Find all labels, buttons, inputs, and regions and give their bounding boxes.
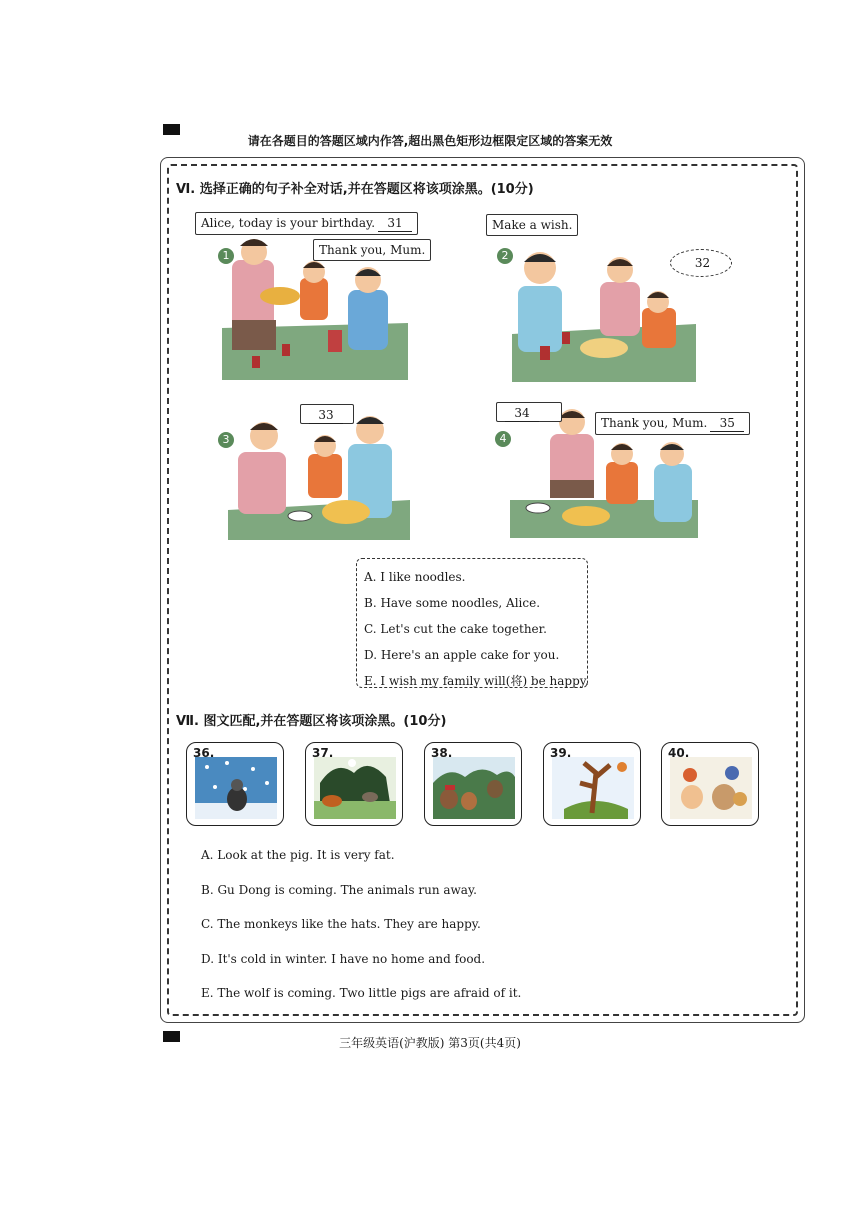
- blank-32: 32: [694, 256, 711, 270]
- answer-area-instruction: 请在各题目的答题区域内作答,超出黑色矩形边框限定区域的答案无效: [247, 134, 613, 148]
- scene-4-number: 4: [495, 431, 511, 447]
- picture-40-label: 40.: [668, 746, 690, 760]
- scene-2-bubble-dad: Make a wish.: [486, 214, 578, 236]
- sentence-a: A. Look at the pig. It is very fat.: [201, 848, 395, 862]
- scene-3-illustration: [228, 408, 410, 540]
- scene-2-number: 2: [497, 248, 513, 264]
- scene-1-bubble-alice: Thank you, Mum.: [313, 239, 431, 261]
- blank-35: 35: [710, 415, 744, 432]
- blank-34: 34: [505, 405, 539, 422]
- picture-39: [543, 742, 641, 826]
- scene-4-bubble-mum: [496, 402, 562, 422]
- scene-3-bubble: [300, 404, 354, 424]
- picture-38: [424, 742, 522, 826]
- picture-36-label: 36.: [193, 746, 215, 760]
- picture-36: [186, 742, 284, 826]
- option-d: D. Here's an apple cake for you.: [364, 648, 560, 662]
- sentence-c: C. The monkeys like the hats. They are happy.: [201, 917, 481, 931]
- page-footer: 三年级英语(沪教版) 第3页(共4页): [339, 1036, 521, 1050]
- picture-37: [305, 742, 403, 826]
- blank-33: 33: [309, 407, 343, 424]
- option-c: C. Let's cut the cake together.: [364, 622, 547, 636]
- scene-2-thought-cloud: [670, 249, 732, 277]
- sentence-e: E. The wolf is coming. Two little pigs are afraid of it.: [201, 986, 522, 1000]
- picture-39-label: 39.: [550, 746, 572, 760]
- scene-4-bubble-alice: Thank you, Mum. 35: [595, 412, 750, 435]
- matching-sentences: [201, 844, 521, 1017]
- sentence-b: B. Gu Dong is coming. The animals run away.: [201, 882, 477, 897]
- option-e: E. I wish my family will(将) be happy.: [364, 674, 589, 688]
- section-7-title: Ⅶ. 图文匹配,并在答题区将该项涂黑。(10分): [176, 714, 447, 729]
- scene-3-number: 3: [218, 432, 234, 448]
- blank-31: 31: [378, 215, 412, 232]
- option-b: B. Have some noodles, Alice.: [364, 596, 541, 610]
- option-a: A. I like noodles.: [364, 570, 466, 584]
- picture-38-label: 38.: [431, 746, 453, 760]
- scene-1-number: 1: [218, 248, 234, 264]
- picture-40: [661, 742, 759, 826]
- sentence-d: D. It's cold in winter. I have no home and food.: [201, 951, 486, 966]
- scene-1-bubble-mum: Alice, today is your birthday. 31: [195, 212, 418, 235]
- options-box: [356, 558, 588, 688]
- scene-2-illustration: [512, 246, 696, 382]
- section-6-title: Ⅵ. 选择正确的句子补全对话,并在答题区将该项涂黑。(10分): [176, 182, 534, 197]
- picture-37-label: 37.: [312, 746, 334, 760]
